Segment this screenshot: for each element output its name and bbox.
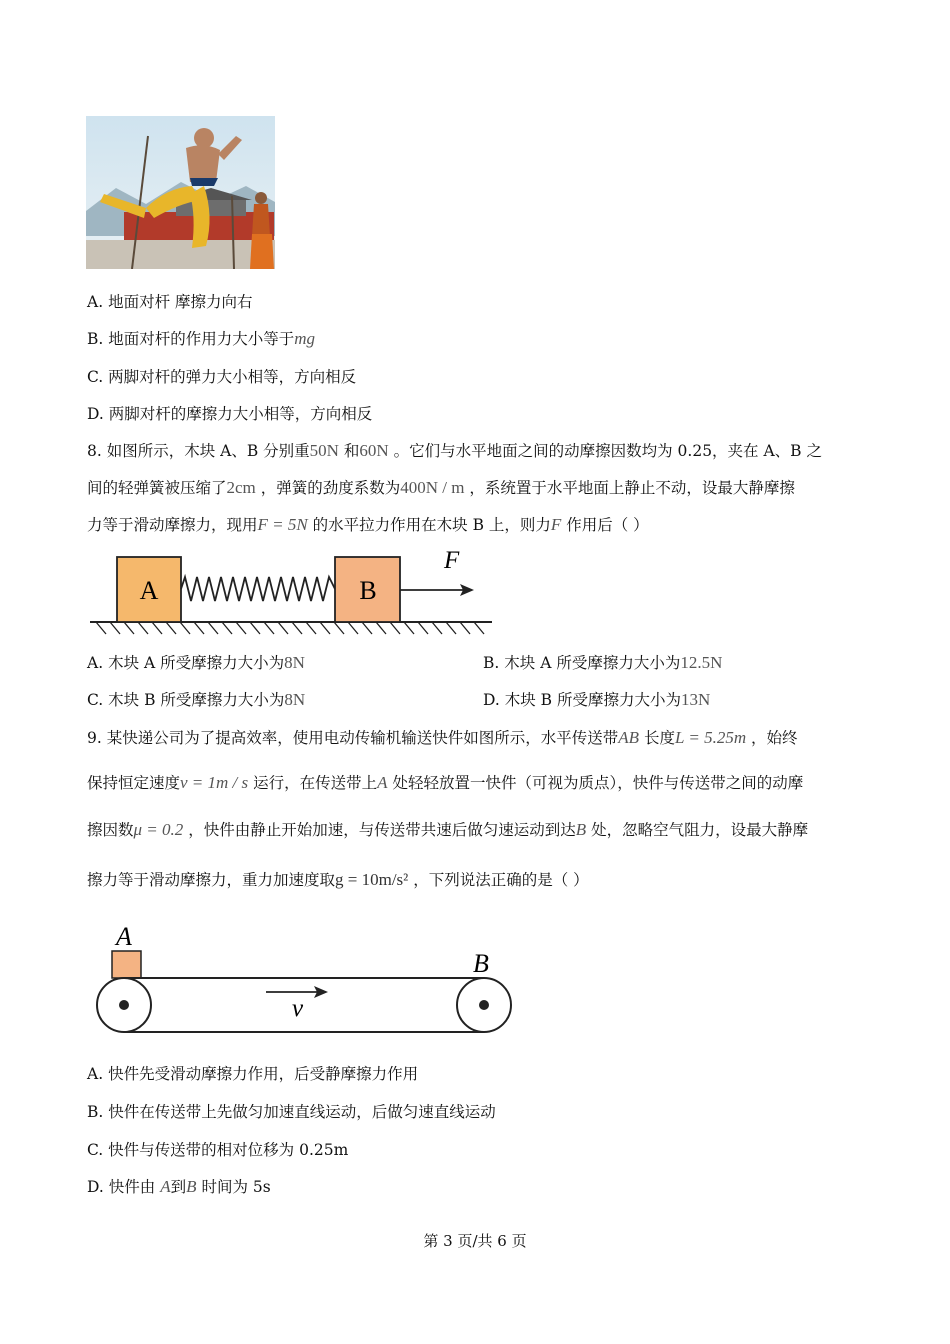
q9-option-d	[87, 1177, 271, 1197]
stem-text: 擦力等于滑动摩擦力，重力加速度取	[87, 871, 336, 889]
option-text: 木块 B 所受摩擦力大小为	[504, 691, 681, 709]
stem-text: 处，忽略空气阻力，设最大静摩	[591, 821, 809, 839]
math-expression: 60N	[359, 441, 389, 460]
q8-stem-line-2	[87, 478, 795, 498]
option-label: D.	[87, 1178, 104, 1196]
math-expression: L = 5.25m	[674, 728, 747, 747]
math-expression: 12.5N	[680, 653, 723, 672]
option-text: 两脚对杆的摩擦力大小相等，方向相反	[108, 405, 373, 423]
option-label: A.	[87, 293, 104, 311]
math-expression: F = 5N	[257, 515, 308, 534]
stem-text: 力等于滑动摩擦力，现用	[87, 516, 258, 534]
q9-stem-line-1	[87, 728, 798, 748]
stem-text: 处轻轻放置一快件（可视为质点），快件与传送带之间的动摩	[392, 774, 804, 792]
math-expression: 8N	[284, 653, 305, 672]
math-expression: v = 1m / s	[180, 773, 249, 792]
option-text: 地面对杆的作用力大小等于	[108, 330, 295, 348]
option-text: 木块 A 所受摩擦力大小为	[108, 654, 285, 672]
q7-option-d	[87, 404, 372, 424]
math-expression: 400N / m	[400, 478, 465, 497]
stem-text: ，快件由静止开始加速，与传送带共速后做匀速运动到达	[188, 821, 576, 839]
option-text: 两脚对杆的弹力大小相等，方向相反	[108, 368, 357, 386]
block-b-label: B	[359, 576, 377, 605]
math-expression: B	[186, 1177, 197, 1196]
stem-text: ，弹簧的劲度系数为	[260, 479, 401, 497]
stem-text: 和	[343, 442, 360, 460]
q9-conveyor-figure	[92, 920, 516, 1036]
math-expression: A	[377, 773, 388, 792]
math-expression: 2cm	[226, 478, 256, 497]
option-label: C.	[87, 368, 104, 386]
stem-text: 8. 如图所示，木块 A、B 分别重	[87, 442, 310, 460]
option-label: B.	[483, 654, 500, 672]
option-text: 快件与传送带的相对位移为 0.25m	[108, 1141, 349, 1159]
q7-option-b	[87, 329, 315, 349]
stem-text: 间的轻弹簧被压缩了	[87, 479, 227, 497]
left-roller-axle	[119, 1000, 129, 1010]
option-label: C.	[87, 1141, 104, 1159]
right-roller-axle	[479, 1000, 489, 1010]
stem-text: 的水平拉力作用在木块 B 上，则力	[312, 516, 551, 534]
q7-option-c	[87, 367, 356, 387]
option-text: 快件由	[108, 1178, 156, 1196]
q9-option-c	[87, 1140, 348, 1160]
q8-option-a	[87, 653, 305, 673]
option-label: C.	[87, 691, 104, 709]
q9-stem-line-4	[87, 870, 589, 890]
q8-option-d	[483, 690, 710, 710]
q8-option-b	[483, 653, 722, 673]
option-text: 快件先受滑动摩擦力作用，后受静摩擦力作用	[108, 1065, 419, 1083]
option-text: 木块 A 所受摩擦力大小为	[504, 654, 681, 672]
stem-text: ，始终	[751, 729, 798, 747]
math-expression: B	[575, 820, 587, 839]
q7-option-a	[87, 292, 253, 312]
math-expression: g = 10m/s²	[335, 870, 409, 889]
kungfu-photo	[86, 116, 275, 269]
package	[112, 951, 141, 978]
spring	[181, 577, 335, 601]
option-label: D.	[483, 691, 500, 709]
q8-stem-line-1	[87, 441, 822, 461]
stem-text: 保持恒定速度	[87, 774, 181, 792]
q8-stem-line-3	[87, 515, 649, 535]
page-footer: 第 3 页/共 6 页	[423, 1232, 527, 1250]
option-text: 快件在传送带上先做匀加速直线运动，后做匀速直线运动	[108, 1103, 496, 1121]
force-label: F	[444, 547, 460, 574]
math-expression: A	[160, 1177, 171, 1196]
math-expression: μ = 0.2	[133, 820, 184, 839]
q9-option-b	[87, 1102, 496, 1122]
option-text: 地面对杆 摩擦力向右	[108, 293, 253, 311]
stem-text: 9. 某快递公司为了提高效率，使用电动传输机输送快件如图所示，水平传送带	[87, 729, 619, 747]
label-a: A	[116, 922, 132, 951]
ground-hatching	[96, 622, 484, 634]
stem-text: 擦因数	[87, 821, 134, 839]
q9-stem-line-2	[87, 773, 803, 793]
math-expression: AB	[618, 728, 639, 747]
math-expression: 13N	[681, 690, 711, 709]
option-text: 木块 B 所受摩擦力大小为	[108, 691, 285, 709]
stem-text: ，下列说法正确的是（ ）	[413, 871, 589, 889]
option-text: 到	[170, 1178, 187, 1196]
velocity-label: v	[292, 995, 304, 1022]
q8-option-c	[87, 690, 305, 710]
q8-spring-blocks-figure	[88, 544, 498, 640]
option-label: A.	[87, 654, 104, 672]
math-expression: F	[550, 515, 562, 534]
stem-text: 作用后（ ）	[566, 516, 649, 534]
label-b: B	[473, 949, 489, 978]
option-label: B.	[87, 330, 104, 348]
option-label: B.	[87, 1103, 104, 1121]
stem-text: 。它们与水平地面之间的动摩擦因数均为 0.25，夹在 A、B 之	[393, 442, 822, 460]
option-text: 时间为 5s	[201, 1178, 271, 1196]
q9-stem-line-3	[87, 820, 808, 840]
block-a-label: A	[139, 576, 159, 605]
math-expression: 8N	[284, 690, 306, 709]
stem-text: ，系统置于水平地面上静止不动，设最大静摩擦	[469, 479, 795, 497]
stem-text: 长度	[643, 729, 675, 747]
option-label: D.	[87, 405, 104, 423]
q9-option-a	[87, 1064, 418, 1084]
math-expression: 50N	[309, 441, 339, 460]
math-expression: mg	[294, 329, 316, 348]
stem-text: 运行，在传送带上	[253, 774, 378, 792]
option-label: A.	[87, 1065, 104, 1083]
